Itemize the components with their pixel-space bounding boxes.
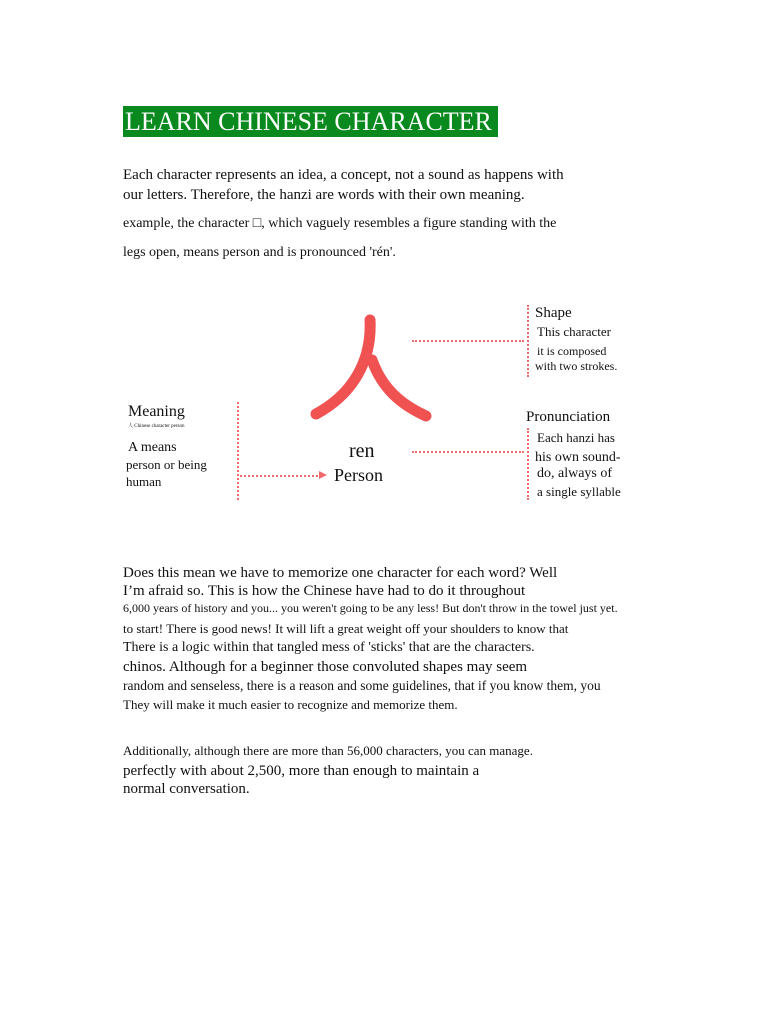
intro-line: our letters. Therefore, the hanzi are words with their own meaning.: [123, 187, 525, 203]
body-line: I’m afraid so. This is how the Chinese have had to do it throughout: [123, 583, 526, 599]
shape-heading: Shape: [535, 305, 572, 321]
left-falling-stroke: [316, 320, 370, 414]
meaning-caption: 人 Chinese character person: [128, 424, 185, 429]
meaning-line: A means: [128, 440, 177, 455]
closing-line: perfectly with about 2,500, more than enough to maintain a: [123, 763, 480, 779]
body-line: There is a logic within that tangled mess of 'sticks' that are the characters.: [123, 640, 535, 655]
translation-label: Person: [334, 465, 383, 485]
pronunciation-divider: [527, 428, 529, 500]
pronunciation-connector: [412, 451, 524, 453]
intro-line: example, the character □, which vaguely resembles a figure standing with the: [123, 216, 557, 231]
meaning-heading: Meaning: [128, 403, 185, 420]
shape-line: it is composed: [537, 344, 607, 358]
body-line: random and senseless, there is a reason and some guidelines, that if you know them, you: [123, 678, 601, 693]
shape-divider: [527, 305, 529, 377]
pronunciation-line: Each hanzi has: [537, 430, 615, 445]
body-line: Does this mean we have to memorize one character for each word? Well: [123, 565, 558, 581]
meaning-divider: [237, 402, 239, 500]
pinyin-label: ren: [349, 440, 375, 462]
arrow-icon: [318, 470, 328, 480]
body-line: 6,000 years of history and you... you weren't going to be any less! But don't throw in the towel just yet.: [123, 601, 618, 615]
body-line: to start! There is good news! It will lift a great weight off your shoulders to know that: [123, 621, 569, 636]
body-line: They will make it much easier to recognize and memorize them.: [123, 697, 458, 712]
closing-line: Additionally, although there are more than 56,000 characters, you can manage.: [123, 743, 533, 758]
meaning-line: person or being: [126, 457, 207, 472]
pronunciation-line: a single syllable: [537, 484, 621, 499]
pronunciation-heading: Pronunciation: [526, 409, 611, 425]
shape-line: This character: [537, 324, 611, 339]
pronunciation-line: his own sound-: [535, 450, 621, 465]
ren-character-strokes: [300, 308, 440, 426]
shape-line: with two strokes.: [535, 359, 618, 373]
page-title: LEARN CHINESE CHARACTER: [123, 106, 498, 137]
intro-line: legs open, means person and is pronounced 'rén'.: [123, 245, 396, 260]
shape-connector: [412, 340, 524, 342]
right-falling-stroke: [372, 360, 426, 416]
pronunciation-line: do, always of: [537, 466, 613, 481]
body-line: chinos. Although for a beginner those convoluted shapes may seem: [123, 659, 528, 675]
closing-line: normal conversation.: [123, 781, 250, 797]
intro-line: Each character represents an idea, a concept, not a sound as happens with: [123, 167, 564, 183]
meaning-connector: [240, 475, 322, 477]
meaning-line: human: [126, 474, 162, 489]
